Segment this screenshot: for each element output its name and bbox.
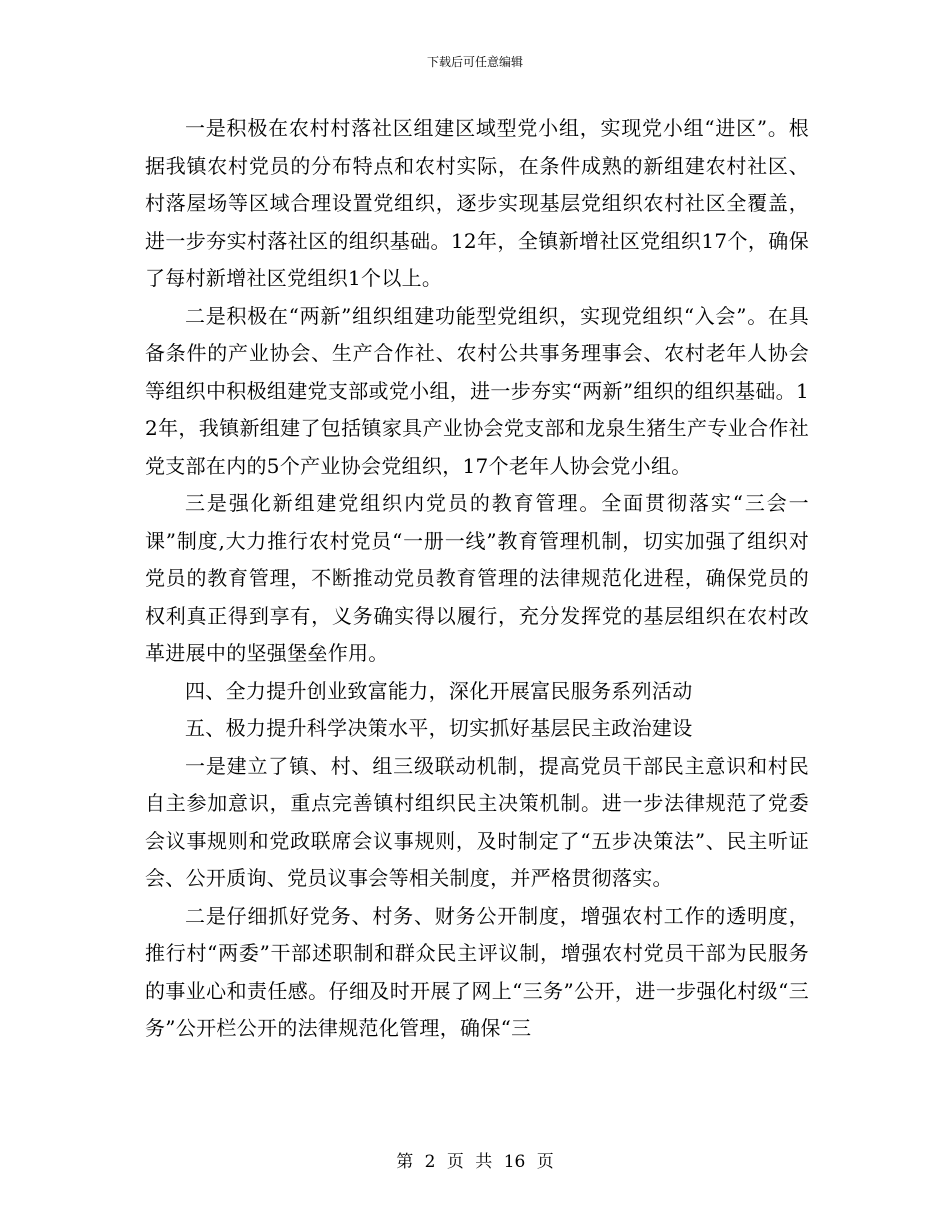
paragraph: 三是强化新组建党组织内党员的教育管理。全面贯彻落实“三会一课”制度,大力推行农村党员“一册一线”教育管理机制，切实加强了组织对党员的教育管理，不断推动党员教育管理的法律规范化进程，确保党员的权利真正得到享有，义务确实得以履行，充分发挥党的基层组织在农村改革进展中的坚强堡垒作用。	[145, 491, 809, 665]
page-header-note: 下载后可任意编辑	[426, 55, 523, 69]
page-number-footer: 第 2 页 共 16 页	[396, 1152, 554, 1172]
section-heading: 五、极力提升科学决策水平，切实抓好基层民主政治建设	[185, 716, 693, 740]
paragraph: 二是积极在“两新”组织组建功能型党组织，实现党组织“入会”。在具备条件的产业协会、生产合作社、农村公共事务理事会、农村老年人协会等组织中积极组建党支部或党小组，进一步夯实“两新”组织的组织基础。12年，我镇新组建了包括镇家具产业协会党支部和龙泉生猪生产专业合作社党支部在内的5个产业协会党组织，17个老年人协会党小组。	[145, 303, 809, 478]
paragraph: 二是仔细抓好党务、村务、财务公开制度，增强农村工作的透明度，推行村“两委”干部述职制和群众民主评议制，增强农村党员干部为民服务的事业心和责任感。仔细及时开展了网上“三务”公开，进一步强化村级“三务”公开栏公开的法律规范化管理，确保“三	[145, 903, 809, 1040]
paragraph: 一是建立了镇、村、组三级联动机制，提高党员干部民主意识和村民自主参加意识，重点完善镇村组织民主决策机制。进一步法律规范了党委会议事规则和党政联席会议事规则，及时制定了“五步决策法”、民主听证会、公开质询、党员议事会等相关制度，并严格贯彻落实。	[145, 753, 809, 890]
paragraph: 一是积极在农村村落社区组建区域型党小组，实现党小组“进区”。根据我镇农村党员的分布特点和农村实际，在条件成熟的新组建农村社区、村落屋场等区域合理设置党组织，逐步实现基层党组织农村社区全覆盖，进一步夯实村落社区的组织基础。12年，全镇新增社区党组织17个，确保了每村新增社区党组织1个以上。	[145, 116, 809, 290]
document-body	[145, 110, 809, 1048]
section-heading: 四、全力提升创业致富能力，深化开展富民服务系列活动	[185, 678, 693, 703]
